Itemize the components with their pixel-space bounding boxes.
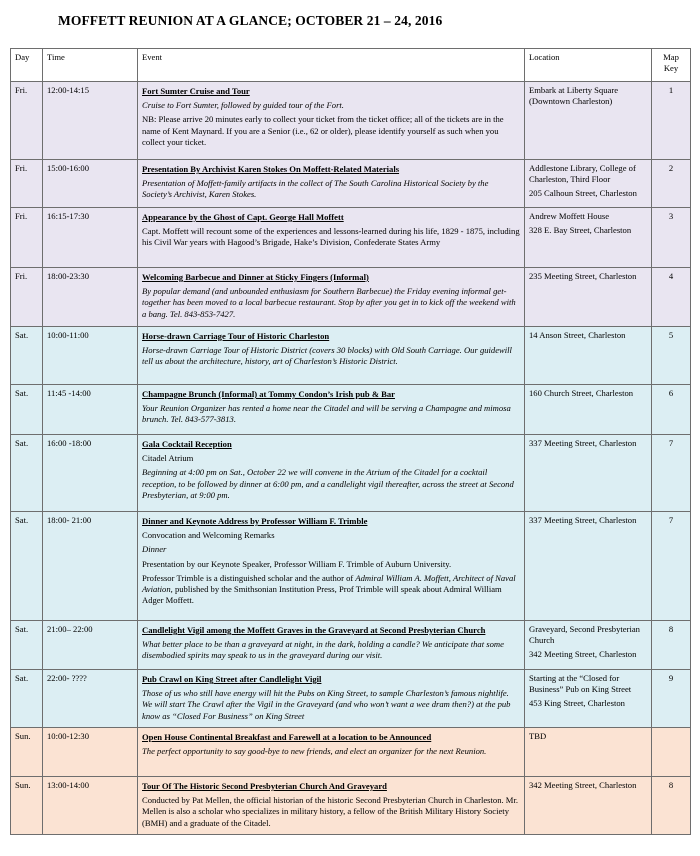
event-title: Fort Sumter Cruise and Tour bbox=[142, 86, 250, 96]
time-cell: 15:00-16:00 bbox=[43, 160, 138, 208]
day-cell: Fri. bbox=[11, 268, 43, 327]
table-row bbox=[11, 621, 691, 670]
location-cell bbox=[525, 728, 652, 777]
map-key-cell: 5 bbox=[652, 327, 691, 385]
event-description: Cruise to Fort Sumter, followed by guided tour of the Fort. bbox=[142, 100, 344, 111]
time-cell: 10:00-12:30 bbox=[43, 728, 138, 777]
location-cell bbox=[525, 512, 652, 621]
event-description: Conducted by Pat Mellen, the official historian of the historic Second Presbyterian Church in Charleston. Mr. Mellen is also a scholar who specializes in military history, a fellow of the British Military History Society (BMH) and a graduate of the Citadel. bbox=[142, 795, 518, 828]
time-cell: 21:00– 22:00 bbox=[43, 621, 138, 670]
event-title: Appearance by the Ghost of Capt. George Hall Moffett bbox=[142, 212, 344, 222]
location-cell bbox=[525, 82, 652, 160]
time-cell: 11:45 -14:00 bbox=[43, 385, 138, 435]
map-key-cell: 8 bbox=[652, 621, 691, 670]
event-description: The perfect opportunity to say good-bye to new friends, and elect an organizer for the next Reunion. bbox=[142, 746, 487, 757]
table-row bbox=[11, 435, 691, 512]
location-cell bbox=[525, 435, 652, 512]
location-address: 205 Calhoun Street, Charleston bbox=[529, 188, 637, 199]
day-cell: Sat. bbox=[11, 385, 43, 435]
event-description: Those of us who still have energy will hit the Pubs on King Street, to sample Charleston’s famous nightlife. We will start The Crawl after the Vigil in the Graveyard (and who won’t want a wee dram then?) at the pub know as “Closed For Business” on King Street bbox=[142, 688, 511, 721]
location-cell bbox=[525, 777, 652, 835]
event-agenda-item: Dinner bbox=[142, 544, 167, 555]
event-cell bbox=[138, 435, 525, 512]
location-text: Embark at Liberty Square (Downtown Charleston) bbox=[529, 85, 619, 107]
map-key-cell bbox=[652, 728, 691, 777]
event-cell bbox=[138, 82, 525, 160]
location-text: 160 Church Street, Charleston bbox=[529, 388, 634, 398]
day-cell: Sat. bbox=[11, 435, 43, 512]
header-event: Event bbox=[138, 49, 525, 82]
day-cell: Sat. bbox=[11, 621, 43, 670]
location-cell bbox=[525, 160, 652, 208]
event-title: Presentation By Archivist Karen Stokes On Moffett-Related Materials bbox=[142, 164, 400, 174]
location-text: 342 Meeting Street, Charleston bbox=[529, 780, 637, 790]
table-row bbox=[11, 82, 691, 160]
time-cell: 22:00- ???? bbox=[43, 670, 138, 728]
time-cell: 16:15-17:30 bbox=[43, 208, 138, 268]
map-key-cell: 1 bbox=[652, 82, 691, 160]
event-description: What better place to be than a graveyard at night, in the dark, holding a candle? We anticipate that some disembodied spirits may speak to us in the graveyard during our visit. bbox=[142, 639, 504, 661]
table-row bbox=[11, 268, 691, 327]
day-cell: Fri. bbox=[11, 160, 43, 208]
event-title: Champagne Brunch (Informal) at Tommy Condon’s Irish pub & Bar bbox=[142, 389, 395, 399]
map-key-cell: 2 bbox=[652, 160, 691, 208]
header-map-key: Map Key bbox=[652, 49, 691, 82]
day-cell: Sat. bbox=[11, 512, 43, 621]
map-key-cell: 7 bbox=[652, 512, 691, 621]
event-description: Presentation of Moffett-family artifacts in the collect of The South Carolina Historical Society by the Society’s Archivist, Karen Stokes. bbox=[142, 178, 489, 200]
description-text: , published by the Smithsonian Institution Press, Prof Trimble will speak about Admiral William Adger Moffett. bbox=[142, 583, 502, 606]
time-cell: 12:00-14:15 bbox=[43, 82, 138, 160]
time-cell: 10:00-11:00 bbox=[43, 327, 138, 385]
event-description bbox=[142, 573, 520, 607]
day-cell: Fri. bbox=[11, 82, 43, 160]
event-cell bbox=[138, 327, 525, 385]
book-title: Admiral William A. Moffett, Architect of Naval Aviation bbox=[142, 572, 516, 594]
day-cell: Sat. bbox=[11, 327, 43, 385]
day-cell: Sun. bbox=[11, 777, 43, 835]
location-text: TBD bbox=[529, 731, 547, 741]
event-cell bbox=[138, 385, 525, 435]
table-row bbox=[11, 777, 691, 835]
event-cell bbox=[138, 512, 525, 621]
event-agenda-item: Convocation and Welcoming Remarks bbox=[142, 530, 275, 541]
event-title: Tour Of The Historic Second Presbyterian Church And Graveyard bbox=[142, 781, 387, 791]
location-cell bbox=[525, 385, 652, 435]
time-cell: 18:00- 21:00 bbox=[43, 512, 138, 621]
table-row bbox=[11, 512, 691, 621]
schedule-table bbox=[10, 48, 691, 835]
header-day: Day bbox=[11, 49, 43, 82]
table-row bbox=[11, 670, 691, 728]
event-cell bbox=[138, 160, 525, 208]
event-cell bbox=[138, 208, 525, 268]
event-venue: Citadel Atrium bbox=[142, 453, 194, 464]
event-cell bbox=[138, 621, 525, 670]
table-row bbox=[11, 327, 691, 385]
map-key-cell: 9 bbox=[652, 670, 691, 728]
day-cell: Sat. bbox=[11, 670, 43, 728]
event-title: Pub Crawl on King Street after Candlelight Vigil bbox=[142, 674, 322, 684]
location-text: 14 Anson Street, Charleston bbox=[529, 330, 626, 340]
location-cell bbox=[525, 268, 652, 327]
event-note: NB: Please arrive 20 minutes early to collect your ticket from the ticket office; all of the tickets are in the name of Kent Maynard. If you are a Senior (i.e., 62 or older), please identify yourself as such when you collect your ticket. bbox=[142, 114, 504, 147]
event-cell bbox=[138, 268, 525, 327]
event-title: Gala Cocktail Reception bbox=[142, 439, 232, 449]
event-agenda-item: Presentation by our Keynote Speaker, Professor William F. Trimble of Auburn University. bbox=[142, 558, 452, 569]
location-address: 328 E. Bay Street, Charleston bbox=[529, 225, 632, 236]
location-text: Addlestone Library, College of Charleston, Third Floor bbox=[529, 163, 636, 185]
location-text: Andrew Moffett House bbox=[529, 211, 610, 221]
table-row bbox=[11, 385, 691, 435]
map-key-cell: 8 bbox=[652, 777, 691, 835]
time-cell: 13:00-14:00 bbox=[43, 777, 138, 835]
day-cell: Fri. bbox=[11, 208, 43, 268]
location-text: 337 Meeting Street, Charleston bbox=[529, 438, 637, 448]
event-description: Your Reunion Organizer has rented a home near the Citadel and will be serving a Champagne and mimosa brunch. Tel. 843-577-3813. bbox=[142, 403, 511, 425]
location-address: 342 Meeting Street, Charleston bbox=[529, 649, 637, 660]
time-cell: 18:00-23:30 bbox=[43, 268, 138, 327]
location-text: 235 Meeting Street, Charleston bbox=[529, 271, 637, 281]
event-description: Capt. Moffett will recount some of the experiences and lessons-learned during his life, 1829 - 1875, including his Civil War years with Hagood’s Brigade, Hake’s Division, Confederate States Army bbox=[142, 226, 520, 248]
event-title: Dinner and Keynote Address by Professor William F. Trimble bbox=[142, 516, 368, 526]
event-title: Open House Continental Breakfast and Farewell at a location to be Announced bbox=[142, 732, 432, 742]
event-cell bbox=[138, 728, 525, 777]
header-row bbox=[11, 49, 691, 82]
location-cell bbox=[525, 327, 652, 385]
event-title: Candlelight Vigil among the Moffett Graves in the Graveyard at Second Presbyterian Church bbox=[142, 625, 486, 635]
location-cell bbox=[525, 670, 652, 728]
event-description: Horse-drawn Carriage Tour of Historic District (covers 30 blocks) with Old South Carriage. Our guidewill tell us about the architecture, history, art of Charleston’s Historic District. bbox=[142, 345, 512, 367]
location-text: Starting at the “Closed for Business” Pub on King Street bbox=[529, 673, 632, 695]
location-address: 453 King Street, Charleston bbox=[529, 698, 625, 709]
header-time: Time bbox=[43, 49, 138, 82]
document-title: MOFFETT REUNION AT A GLANCE; OCTOBER 21 – 24, 2016 bbox=[58, 13, 443, 28]
location-cell bbox=[525, 208, 652, 268]
location-text: 337 Meeting Street, Charleston bbox=[529, 515, 637, 525]
day-cell: Sun. bbox=[11, 728, 43, 777]
event-cell bbox=[138, 670, 525, 728]
table-row bbox=[11, 160, 691, 208]
table-row bbox=[11, 208, 691, 268]
location-text: Graveyard, Second Presbyterian Church bbox=[529, 624, 640, 646]
event-description: Beginning at 4:00 pm on Sat., October 22 we will convene in the Atrium of the Citadel for a cocktail reception, to be followed by dinner at 6:00 pm, and a candlelight vigil thereafter, across the street at Second Presbyterian, at 9:00 pm. bbox=[142, 467, 514, 500]
event-description: By popular demand (and unbounded enthusiasm for Southern Barbecue) the Friday evening informal get-together has been moved to a local barbecue restaurant. Stop by after you get in to kick off the weekend with a bang. Tel. 843-853-7427. bbox=[142, 286, 516, 319]
location-cell bbox=[525, 621, 652, 670]
header-location: Location bbox=[525, 49, 652, 82]
event-title: Horse-drawn Carriage Tour of Historic Charleston bbox=[142, 331, 330, 341]
table-row bbox=[11, 728, 691, 777]
map-key-cell: 7 bbox=[652, 435, 691, 512]
map-key-cell: 4 bbox=[652, 268, 691, 327]
map-key-cell: 6 bbox=[652, 385, 691, 435]
event-title: Welcoming Barbecue and Dinner at Sticky Fingers (Informal) bbox=[142, 272, 369, 282]
map-key-cell: 3 bbox=[652, 208, 691, 268]
event-cell bbox=[138, 777, 525, 835]
description-text: Professor Trimble is a distinguished scholar and the author of bbox=[142, 572, 356, 583]
time-cell: 16:00 -18:00 bbox=[43, 435, 138, 512]
